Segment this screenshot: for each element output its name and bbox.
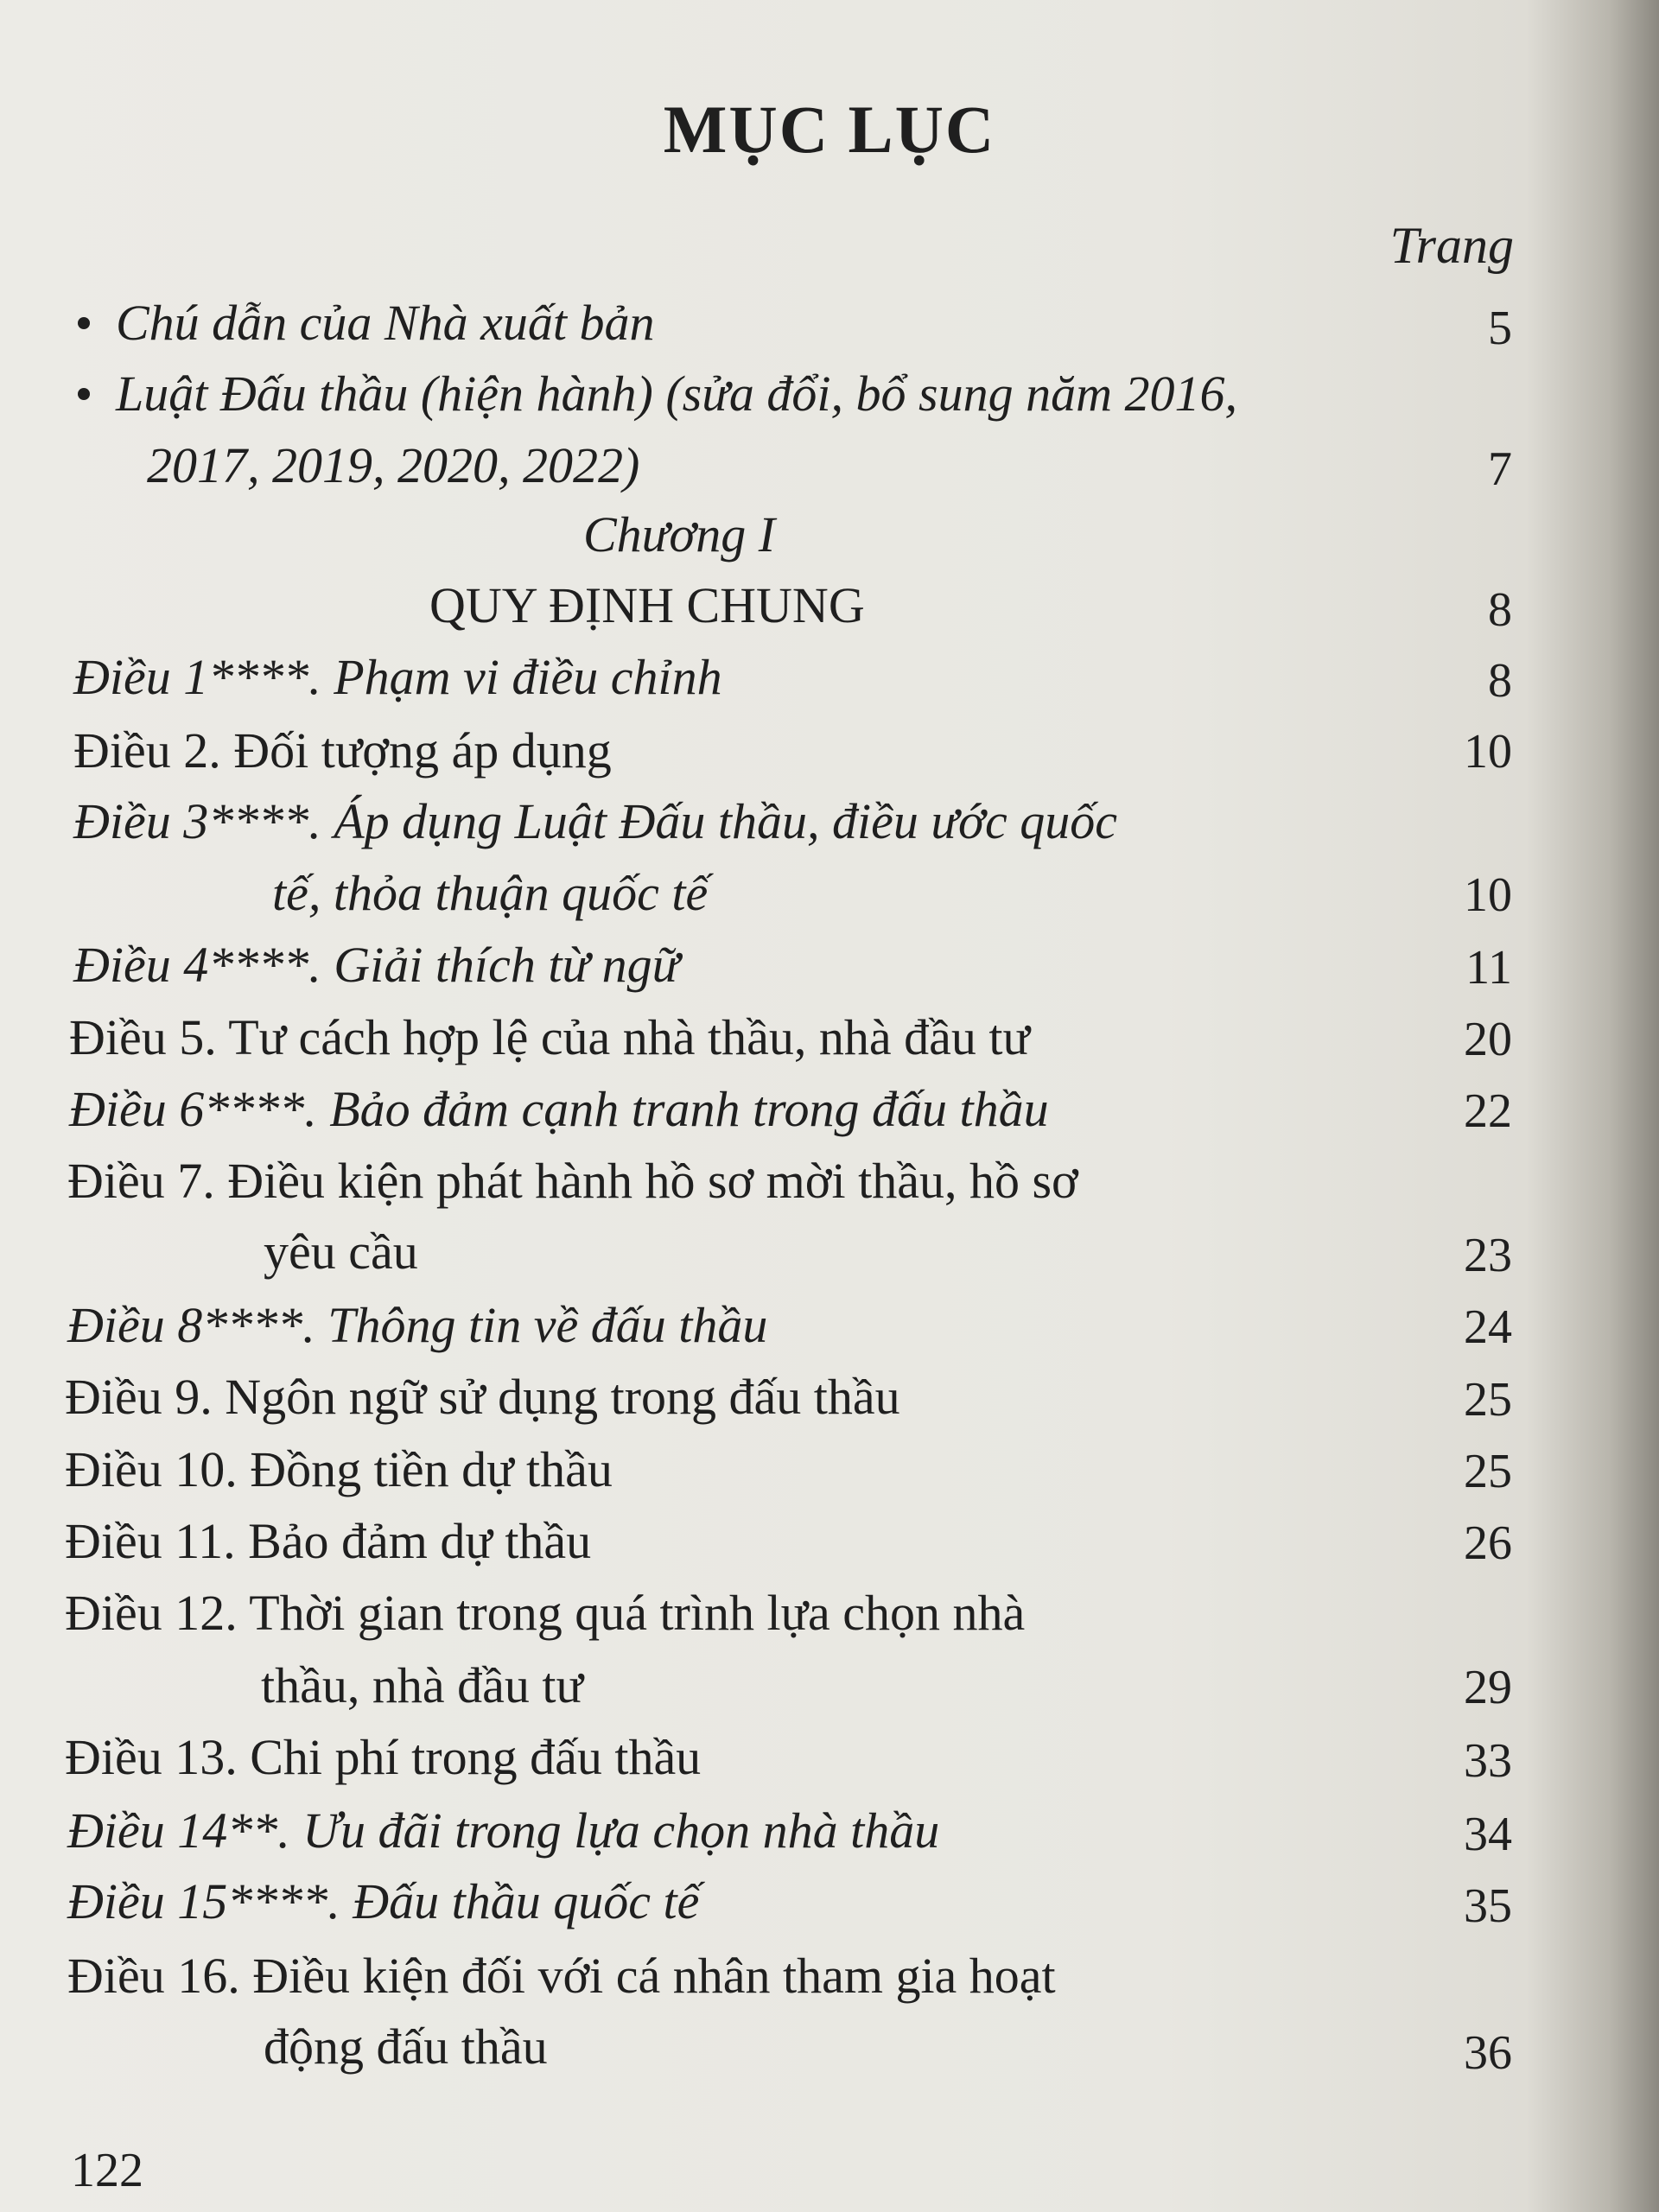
toc-page-number: 25 — [1464, 1445, 1512, 1498]
toc-entry-continuation: động đấu thầu — [264, 2018, 548, 2075]
toc-entry-continuation: thầu, nhà đầu tư — [261, 1657, 583, 1713]
toc-page-number: 23 — [1464, 1229, 1512, 1282]
toc-entry: Điều 5. Tư cách hợp lệ của nhà thầu, nhà đầu tư — [69, 1009, 1030, 1065]
toc-page-number: 26 — [1464, 1516, 1512, 1570]
toc-entry: Điều 12. Thời gian trong quá trình lựa chọn nhà — [65, 1585, 1026, 1641]
toc-page-number: 24 — [1464, 1300, 1512, 1354]
page-title: MỤC LỤC — [663, 92, 996, 167]
toc-entry: Điều 6****. Bảo đảm cạnh tranh trong đấu thầu — [69, 1081, 1049, 1137]
toc-entry: Điều 8****. Thông tin về đấu thầu — [67, 1297, 768, 1353]
toc-entry-continuation: tế, thỏa thuận quốc tế — [272, 865, 709, 921]
toc-page-number: 25 — [1464, 1373, 1512, 1427]
toc-page-number: 10 — [1464, 725, 1512, 779]
toc-entry-text: Chú dẫn của Nhà xuất bản — [116, 295, 655, 351]
toc-page-number: 33 — [1464, 1734, 1512, 1788]
toc-page-number: 8 — [1488, 654, 1512, 708]
toc-page-number: 34 — [1464, 1808, 1512, 1861]
page-number: 122 — [71, 2144, 143, 2197]
toc-entry: Điều 11. Bảo đảm dự thầu — [65, 1513, 592, 1569]
toc-entry: Điều 16. Điều kiện đối với cá nhân tham gia hoạt — [67, 1948, 1056, 2004]
toc-page-number: 29 — [1464, 1661, 1512, 1714]
toc-entry: Điều 10. Đồng tiền dự thầu — [65, 1441, 613, 1497]
toc-entry — [78, 365, 1237, 422]
toc-entry: Điều 14**. Ưu đãi trong lựa chọn nhà thầu — [67, 1802, 940, 1859]
bullet-icon — [78, 388, 90, 400]
toc-entry: Điều 1****. Phạm vi điều chỉnh — [73, 649, 722, 705]
toc-entry: Điều 13. Chi phí trong đấu thầu — [65, 1729, 702, 1785]
toc-page-number: 8 — [1488, 583, 1512, 637]
toc-entry: Điều 3****. Áp dụng Luật Đấu thầu, điều ước quốc — [73, 793, 1117, 849]
toc-page-number: 10 — [1464, 868, 1512, 922]
toc-page-number: 36 — [1464, 2026, 1512, 2080]
bullet-icon — [78, 317, 90, 329]
toc-page-number: 20 — [1464, 1013, 1512, 1066]
chapter-heading: QUY ĐỊNH CHUNG — [429, 577, 865, 633]
page-column-header: Trang — [1389, 217, 1514, 274]
toc-entry-continuation: yêu cầu — [264, 1224, 418, 1280]
toc-entry: Điều 15****. Đấu thầu quốc tế — [67, 1873, 700, 1929]
toc-page-number: 5 — [1488, 302, 1512, 355]
toc-entry: Điều 2. Đối tượng áp dụng — [73, 722, 612, 779]
toc-entry: Điều 9. Ngôn ngữ sử dụng trong đấu thầu — [65, 1369, 900, 1425]
toc-entry-text: Luật Đấu thầu (hiện hành) (sửa đổi, bổ sung năm 2016, — [116, 365, 1237, 422]
toc-page-number: 11 — [1465, 941, 1512, 995]
toc-page-number: 7 — [1488, 442, 1512, 496]
toc-entry: Điều 7. Điều kiện phát hành hồ sơ mời thầu, hồ sơ — [67, 1153, 1078, 1209]
toc-entry: Điều 4****. Giải thích từ ngữ — [73, 937, 680, 993]
toc-entry — [78, 295, 655, 351]
toc-page-number: 22 — [1464, 1084, 1512, 1138]
toc-page-number: 35 — [1464, 1879, 1512, 1933]
toc-entry-continuation: 2017, 2019, 2020, 2022) — [147, 437, 640, 493]
chapter-label: Chương I — [583, 506, 776, 563]
